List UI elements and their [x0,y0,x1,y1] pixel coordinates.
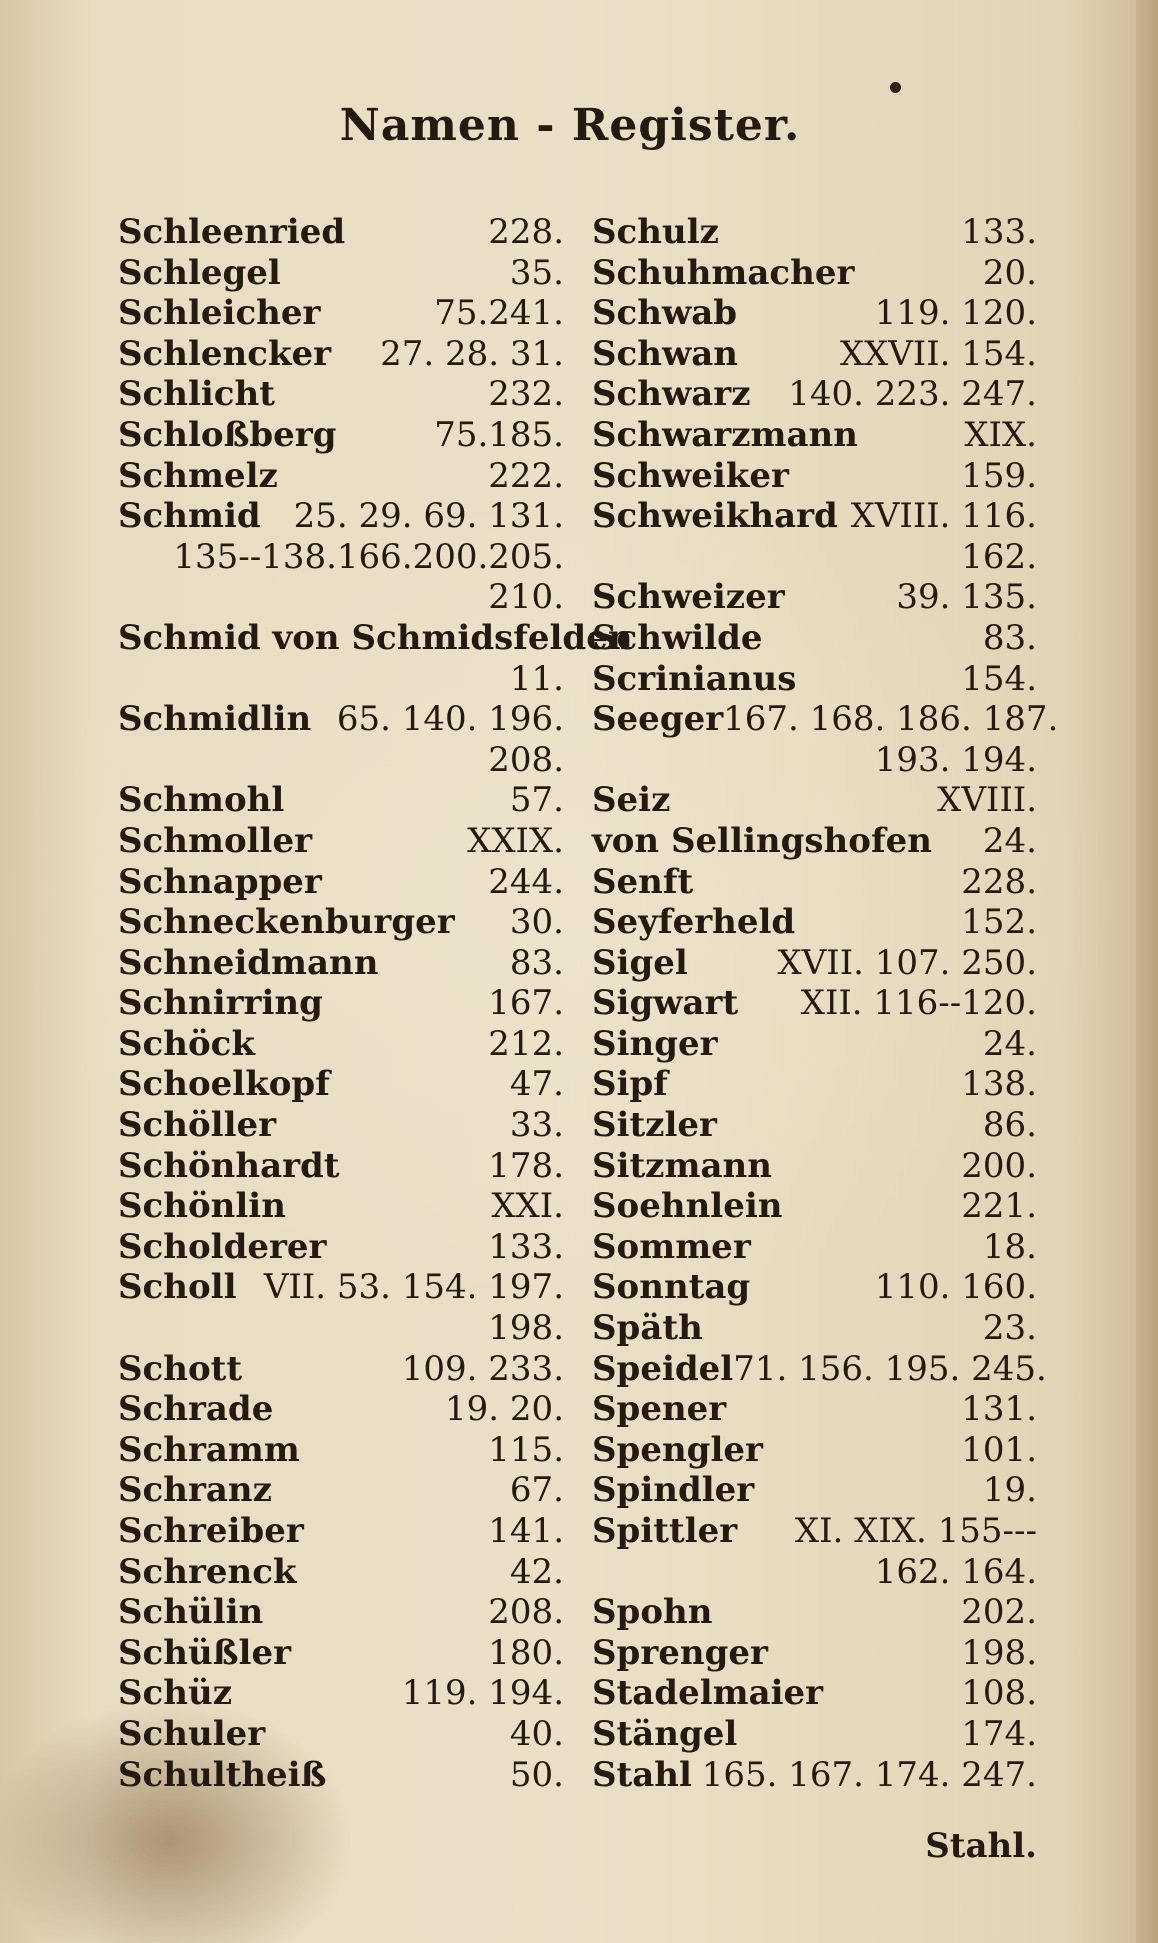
entry-pages-continued: 210. [488,577,564,618]
entry-pages: 202. [961,1592,1037,1633]
register-entry [592,1633,1037,1674]
register-entry [592,983,1037,1024]
register-entry [118,1714,564,1755]
register-entry [118,1552,564,1593]
entry-name: Schmid [118,496,261,537]
entry-pages: 19. [982,1470,1037,1511]
entry-pages: 42. [509,1551,564,1592]
entry-pages: 83. [509,942,564,983]
register-entry [118,699,564,740]
register-entry [592,1755,1037,1796]
entry-name: Sigwart [592,983,739,1024]
entry-name: Seiz [592,780,671,821]
entry-pages: 115. [488,1429,564,1470]
register-entry [592,1227,1037,1268]
entry-pages: 174. [961,1713,1037,1754]
entry-pages: 25. 29. 69. 131. [293,496,564,537]
entry-pages: 86. [982,1105,1037,1146]
entry-name: Senft [592,861,694,902]
entry-pages: 159. [961,455,1037,496]
register-entry [118,1673,564,1714]
entry-pages: 40. [509,1713,564,1754]
entry-pages: XI. XIX. 155--- [794,1511,1037,1551]
entry-name: Sitzmann [592,1145,772,1186]
entry-pages-continued: 198. [488,1308,564,1349]
entry-pages: 67. [509,1470,564,1511]
register-entry [592,1146,1037,1187]
entry-name: Schmoller [118,820,313,861]
register-entry [592,1470,1037,1511]
catchword: Stahl. [925,1826,1037,1866]
entry-name: Soehnlein [592,1186,783,1227]
entry-pages: 200. [961,1145,1037,1186]
register-entry [592,456,1037,497]
register-entry [592,1105,1037,1146]
entry-name: Sitzler [592,1105,717,1146]
entry-pages: 83. [982,617,1037,658]
entry-name: Schnapper [118,861,322,902]
entry-pages: 24. [982,820,1037,861]
entry-pages-continued: 193. 194. [874,739,1037,780]
page-title: Namen - Register. [339,100,801,151]
entry-name: von Sellingshofen [592,820,932,861]
entry-name: Schneidmann [118,942,379,983]
entry-name: Schmelz [118,455,278,496]
entry-pages: VII. 53. 154. 197. [263,1267,564,1308]
entry-pages: 154. [961,658,1037,699]
entry-pages: 50. [509,1754,564,1795]
entry-name: Scholderer [118,1226,327,1267]
entry-pages: 167. 168. 186. 187. [723,699,1059,740]
entry-name: Schmid von Schmidsfelden [118,617,633,658]
entry-name: Scrinianus [592,658,797,699]
register-entry [592,496,1037,537]
register-entry [118,1227,564,1268]
register-entry [592,1430,1037,1471]
entry-pages: 133. [488,1226,564,1267]
register-entry [118,1633,564,1674]
register-entry [118,1592,564,1633]
register-entry [118,415,564,456]
entry-name: Schlencker [118,333,332,374]
entry-name: Singer [592,1023,718,1064]
entry-pages: 228. [961,861,1037,902]
entry-pages: 23. [982,1308,1037,1349]
register-entry [592,780,1037,821]
register-entry [118,943,564,984]
register-entry [118,821,564,862]
entry-name: Schlicht [118,374,275,415]
entry-name: Schleicher [118,293,321,334]
register-entry [118,1470,564,1511]
register-entry [118,334,564,375]
register-entry [592,577,1037,618]
register-entry [592,1511,1037,1552]
entry-name: Schnirring [118,983,323,1024]
entry-name: Schwilde [592,617,763,658]
entry-pages: XII. 116--120. [800,983,1037,1024]
entry-pages: XVIII. [937,780,1037,821]
register-entry [118,456,564,497]
entry-name: Stadelmaier [592,1673,824,1714]
entry-pages: 198. [961,1632,1037,1673]
register-entry [118,1430,564,1471]
entry-name: Schuler [118,1713,266,1754]
entry-pages: 208. [488,1592,564,1633]
entry-name: Schwarzmann [592,414,858,455]
entry-pages-continued: 162. 164. [874,1551,1037,1592]
register-entry [118,1511,564,1552]
right-column [592,212,1059,1795]
entry-pages: 101. [961,1429,1037,1470]
register-entry [118,1267,564,1308]
register-entry [118,1349,564,1390]
entry-pages: 108. [961,1673,1037,1714]
entry-name: Schultheiß [118,1754,327,1795]
entry-name: Schreiber [118,1511,304,1551]
register-entry [118,983,564,1024]
entry-pages: 57. [509,780,564,821]
register-entry [592,862,1037,903]
entry-name: Scholl [118,1267,237,1308]
entry-name: Schönlin [118,1186,286,1227]
entry-pages: 133. [961,212,1037,252]
entry-name: Schmidlin [118,699,312,740]
entry-pages: 165. 167. 174. 247. [701,1754,1037,1795]
register-entry [118,293,564,334]
entry-pages: 71. 156. 195. 245. [733,1348,1047,1389]
register-entry [592,943,1037,984]
register-entry [592,374,1037,415]
ink-dot [890,82,901,93]
register-entry [118,1389,564,1430]
register-entry [592,1714,1037,1755]
entry-name: Spener [592,1389,727,1430]
entry-name: Schweikhard [592,496,838,537]
entry-pages: 35. [509,252,564,293]
entry-name: Schüz [118,1673,233,1714]
entry-pages: 232. [488,374,564,415]
entry-pages: 141. [488,1511,564,1551]
entry-pages: 228. [488,212,564,252]
entry-name: Stängel [592,1713,738,1754]
register-entry [592,902,1037,943]
page-edge [1136,0,1158,1943]
entry-name: Stahl [592,1754,692,1795]
entry-pages: 244. [488,861,564,902]
register-entry [592,618,1037,659]
entry-name: Schülin [118,1592,264,1633]
entry-name: Schweizer [592,577,785,618]
register-entry [118,1105,564,1146]
entry-pages: 167. [488,983,564,1024]
entry-pages: 24. [982,1023,1037,1064]
register-entry [592,1308,1037,1349]
entry-pages: XVIII. 116. [850,496,1037,537]
entry-pages: 138. [961,1064,1037,1105]
register-entry [592,1348,1047,1390]
entry-pages: 18. [982,1226,1037,1267]
entry-name: Schloßberg [118,414,337,455]
register-entry [592,212,1037,253]
entry-pages: 20. [982,252,1037,293]
entry-name: Schlegel [118,252,281,293]
entry-name: Schmohl [118,780,285,821]
entry-pages: 131. [961,1389,1037,1430]
entry-pages: 178. [488,1145,564,1186]
register-entry [118,1755,564,1796]
register-entry [118,253,564,294]
entry-pages: 140. 223. 247. [788,374,1037,415]
register-entry [118,862,564,903]
entry-pages: XXVII. 154. [839,333,1037,374]
entry-pages: XXIX. [467,820,564,861]
entry-name: Schneckenburger [118,902,455,943]
register-entry [118,1064,564,1105]
entry-name: Schuhmacher [592,252,855,293]
entry-name: Sipf [592,1064,668,1105]
entry-name: Sommer [592,1226,751,1267]
entry-pages-continued: 11. [509,658,564,699]
entry-pages: 221. [961,1186,1037,1227]
register-entry [118,1186,564,1227]
entry-name: Sigel [592,942,688,983]
entry-pages: 30. [509,902,564,943]
register-entry [592,1389,1037,1430]
entry-name: Schoelkopf [118,1064,330,1105]
entry-pages: 75.185. [434,414,564,455]
entry-pages: 152. [961,902,1037,943]
register-entry [118,617,633,659]
entry-name: Spohn [592,1592,713,1633]
register-entry [118,902,564,943]
entry-name: Spindler [592,1470,755,1511]
entry-name: Schwab [592,293,738,334]
entry-name: Schott [118,1348,243,1389]
register-entry [592,1186,1037,1227]
entry-pages: 27. 28. 31. [380,333,564,374]
entry-name: Schöck [118,1023,255,1064]
register-entry [592,1267,1037,1308]
entry-pages: 65. 140. 196. [336,699,564,740]
entry-name: Schramm [118,1429,300,1470]
register-entry [118,496,564,537]
register-entry [118,780,564,821]
register-entry [592,1064,1037,1105]
entry-name: Schwan [592,333,738,374]
entry-name: Späth [592,1308,703,1349]
entry-pages-continued: 162. [961,536,1037,577]
entry-pages: XVII. 107. 250. [777,942,1037,983]
entry-name: Sprenger [592,1632,768,1673]
entry-pages: 75.241. [434,293,564,334]
entry-pages: 47. [509,1064,564,1105]
entry-name: Sonntag [592,1267,751,1308]
register-entry [592,253,1037,294]
entry-name: Seeger [592,699,724,740]
register-entry [118,1024,564,1065]
entry-name: Schulz [592,212,719,252]
entry-pages: 222. [488,455,564,496]
register-entry [592,659,1037,700]
entry-pages: XIX. [964,414,1037,455]
register-entry [118,212,564,253]
entry-name: Schwarz [592,374,751,415]
entry-name: Schleenried [118,212,346,252]
register-entry [592,699,1059,740]
entry-name: Schüßler [118,1632,291,1673]
entry-pages: 119. 194. [401,1673,564,1714]
register-entry [592,1592,1037,1633]
register-entry [592,415,1037,456]
entry-name: Schrade [118,1389,274,1430]
entry-pages: 33. [509,1105,564,1146]
register-entry [118,1146,564,1187]
register-entry [592,334,1037,375]
entry-name: Schöller [118,1105,277,1146]
entry-pages: 180. [488,1632,564,1673]
register-entry [592,293,1037,334]
entry-name: Schrenck [118,1551,297,1592]
register-entry [592,1673,1037,1714]
entry-pages-continued: 208. [488,739,564,780]
entry-name: Seyferheld [592,902,796,943]
entry-name: Speidel [592,1348,734,1389]
entry-pages: 39. 135. [896,577,1037,618]
register-entry [592,1024,1037,1065]
entry-pages: 19. 20. [445,1389,564,1430]
entry-pages: 110. 160. [874,1267,1037,1308]
register-entry [592,821,1037,862]
entry-pages: XXI. [491,1186,564,1227]
entry-name: Spengler [592,1429,763,1470]
register-entry [118,374,564,415]
entry-name: Schweiker [592,455,789,496]
entry-name: Schranz [118,1470,272,1511]
entry-pages: 119. 120. [874,293,1037,334]
entry-pages-continued: 135--138.166.200.205. [173,536,564,577]
entry-pages: 109. 233. [401,1348,564,1389]
entry-name: Spittler [592,1511,738,1551]
entry-name: Schönhardt [118,1145,340,1186]
entry-pages: 212. [488,1023,564,1064]
